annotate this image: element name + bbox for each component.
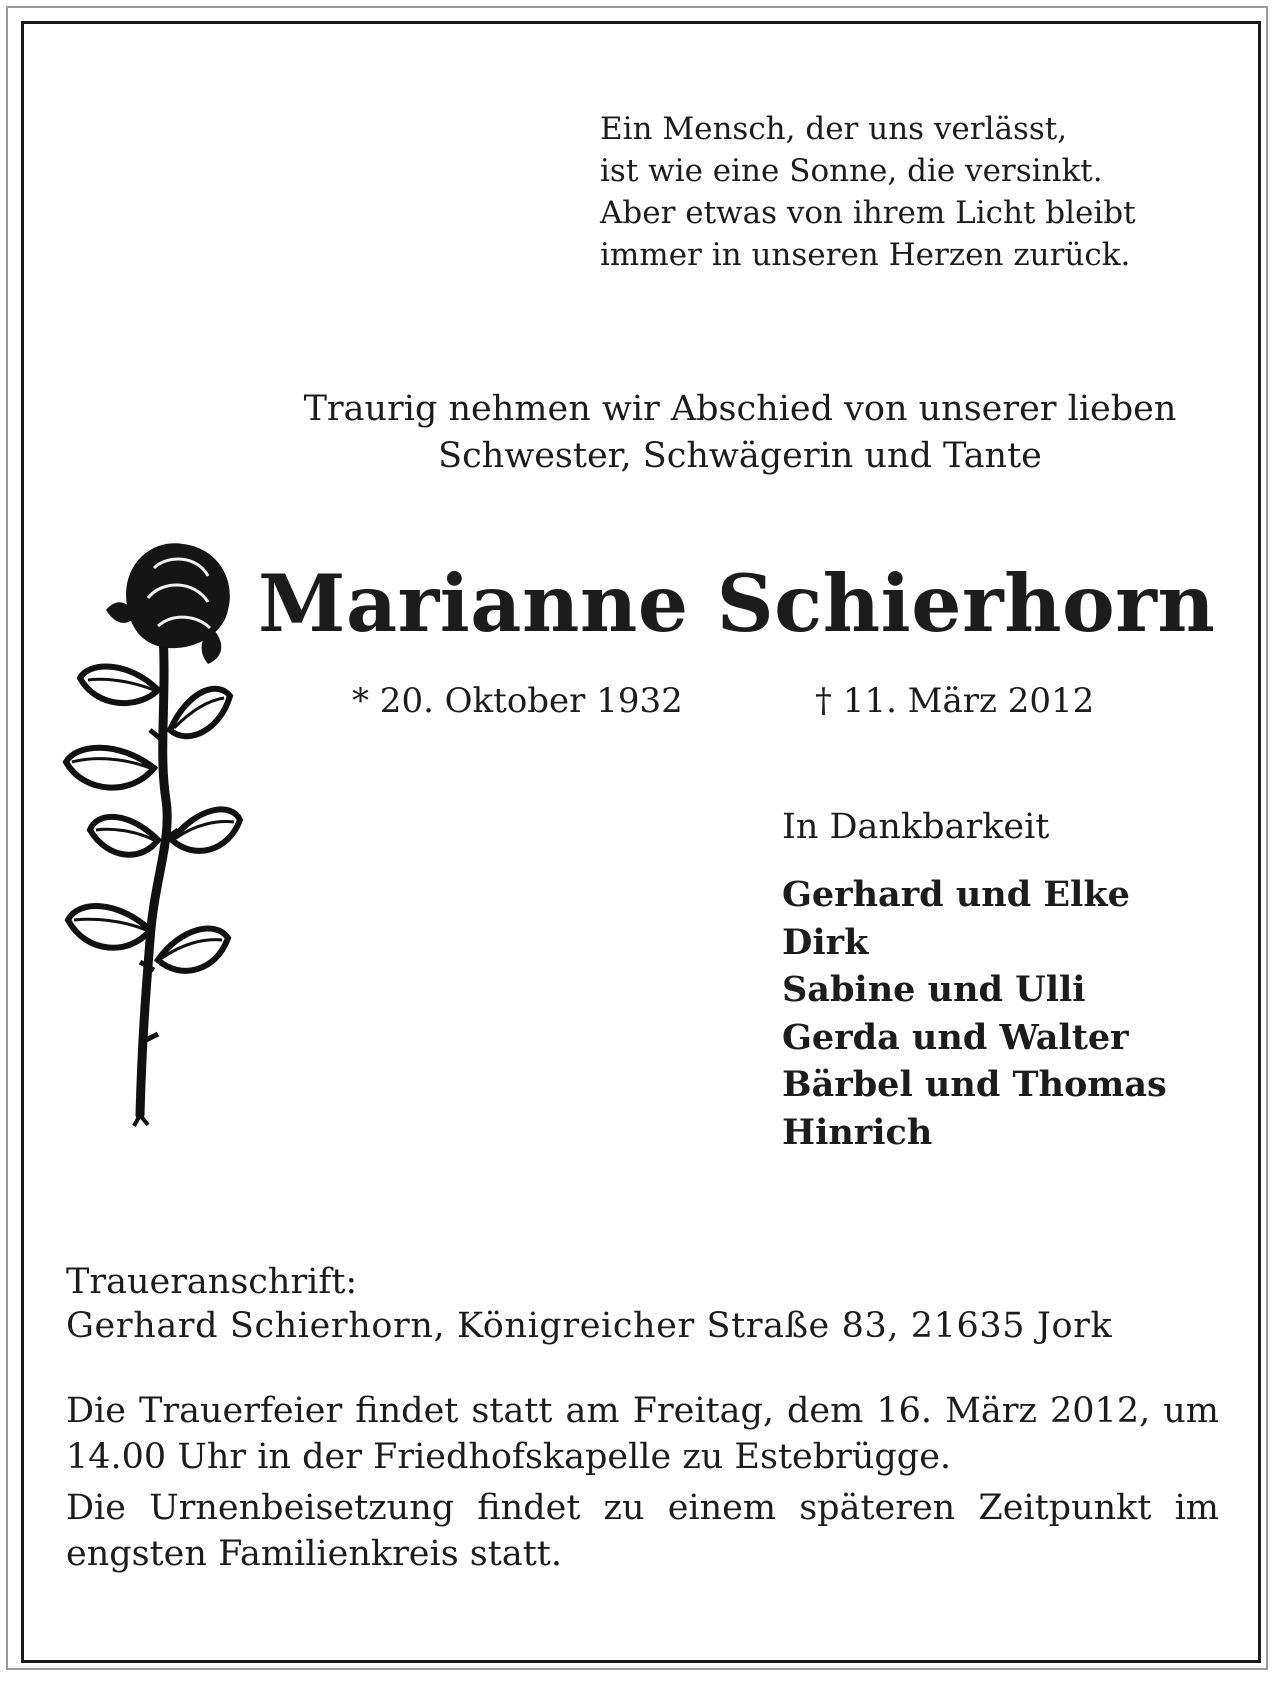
intro-line-2: Schwester, Schwägerin und Tante [438,436,1042,476]
poem-line: Aber etwas von ihrem Licht bleibt [600,195,1136,231]
rose-icon [58,540,248,1130]
poem-line: Ein Mensch, der uns verlässt, [600,111,1068,147]
poem-line: ist wie eine Sonne, die versinkt. [600,153,1103,189]
gratitude-heading: In Dankbarkeit [782,807,1050,847]
birth-date: * 20. Oktober 1932 [352,681,683,721]
mourner-name: Gerhard und Elke [782,874,1130,915]
mourner-name: Dirk [782,921,869,963]
poem-line: immer in unseren Herzen zurück. [600,237,1131,273]
mourner-name: Bärbel und Thomas [782,1064,1167,1106]
mourner-name: Hinrich [782,1111,933,1153]
mourners-list [782,871,1167,1157]
mourner-name: Gerda und Walter [782,1016,1129,1058]
announcement-intro [250,386,1230,480]
mourner-name: Sabine und Ulli [782,969,1086,1011]
deceased-name: Marianne Schierhorn [258,557,1216,650]
address-text: Gerhard Schierhorn, Königreicher Straße 83, 21635 Jork [66,1306,1113,1346]
poem-quote [600,108,1240,276]
death-date: † 11. März 2012 [815,681,1095,721]
intro-line-1: Traurig nehmen wir Abschied von unserer lieben [303,389,1177,429]
urn-burial-notice: Die Urnenbeisetzung findet zu einem späteren Zeitpunkt im engsten Familienkreis statt. [66,1488,1219,1574]
funeral-notice: Die Trauerfeier findet statt am Freitag, dem 16. März 2012, um 14.00 Uhr in der Friedhofskapelle zu Estebrügge. [66,1391,1219,1477]
address-label: Traueranschrift: [66,1262,358,1302]
